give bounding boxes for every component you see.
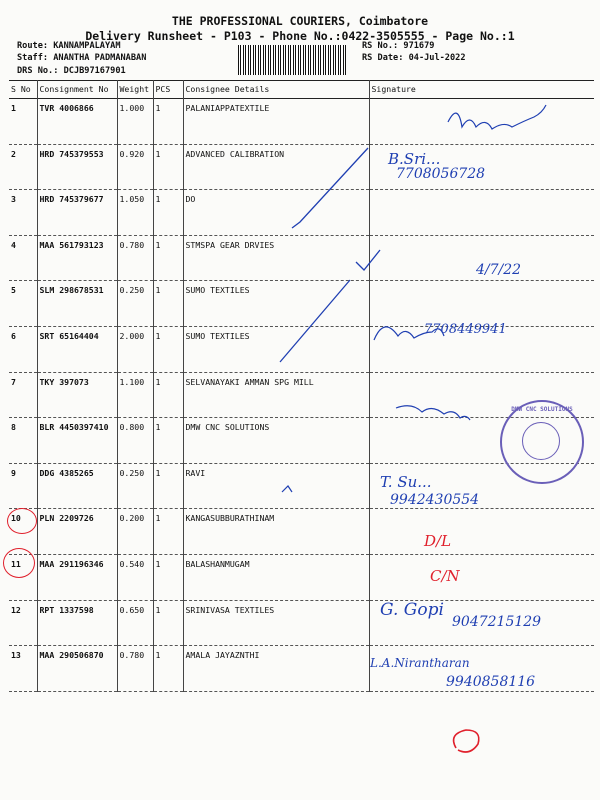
- runsheet-subtitle: Delivery Runsheet - P103 - Phone No.:0422-3505555 - Page No.:1: [85, 29, 515, 43]
- cell-cn: SLM 298678531: [37, 281, 117, 327]
- cell-consignee: DMW CNC SOLUTIONS: [183, 418, 369, 464]
- cell-sno: 7: [11, 376, 16, 387]
- cell-weight: 0.250: [117, 281, 153, 327]
- header-signature: Signature: [369, 81, 594, 99]
- cell-cn: HRD 745379677: [37, 190, 117, 236]
- cell-cn: TKY 397073: [37, 372, 117, 418]
- route-line: Route: KANNAMPALAYAM: [17, 41, 121, 51]
- header-consignment: Consignment No: [37, 81, 117, 99]
- header-pcs: PCS: [153, 81, 183, 99]
- signature-row9-name: T. Su...: [380, 473, 432, 491]
- cell-sno: 11: [11, 558, 21, 569]
- cell-cn: RPT 1337598: [37, 600, 117, 646]
- rs-no-line: RS No.: 971679: [362, 41, 435, 51]
- cell-pcs: 1: [153, 646, 183, 692]
- cell-sno: 2: [11, 148, 16, 159]
- cell-sno: 3: [11, 194, 16, 205]
- signature-row8: [396, 406, 470, 420]
- note-row10: D/L: [424, 532, 452, 550]
- cell-consignee: KANGASUBBURATHINAM: [183, 509, 369, 555]
- cell-pcs: 1: [153, 509, 183, 555]
- cell-weight: 0.650: [117, 600, 153, 646]
- cell-consignee: SUMO TEXTILES: [183, 326, 369, 372]
- cell-pcs: 1: [153, 600, 183, 646]
- cell-sno: 13: [11, 650, 21, 661]
- cell-consignee: STMSPA GEAR DRVIES: [183, 235, 369, 281]
- tick-mark-row4: [356, 250, 380, 270]
- cell-consignee: ADVANCED CALIBRATION: [183, 144, 369, 190]
- cell-pcs: 1: [153, 235, 183, 281]
- cell-pcs: 1: [153, 99, 183, 145]
- cell-sno: 12: [11, 604, 21, 615]
- cell-pcs: 1: [153, 281, 183, 327]
- cell-weight: 0.200: [117, 509, 153, 555]
- drs-line: DRS No.: DCJB97167901: [17, 66, 126, 76]
- mark-row9: [282, 486, 292, 492]
- cell-weight: 1.050: [117, 190, 153, 236]
- red-circle-row10: [7, 508, 37, 534]
- header-sno: S No: [11, 84, 31, 94]
- drs-value: DCJB97167901: [63, 66, 126, 76]
- rs-date-line: RS Date: 04-Jul-2022: [362, 53, 466, 63]
- cell-consignee: SRINIVASA TEXTILES: [183, 600, 369, 646]
- signature-row9-phone: 9942430554: [390, 492, 480, 508]
- cell-cn: TVR 4006866: [37, 99, 117, 145]
- cell-consignee: PALANIAPPATEXTILE: [183, 99, 369, 145]
- cell-sno: 6: [11, 330, 16, 341]
- cell-pcs: 1: [153, 326, 183, 372]
- signature-row1: [448, 105, 546, 129]
- cell-weight: 0.250: [117, 463, 153, 509]
- stamp-text: DMW CNC SOLUTIONS: [511, 406, 573, 413]
- slash-mark: [280, 280, 350, 362]
- staff-value: ANANTHA PADMANABAN: [53, 53, 147, 63]
- cell-consignee: BALASHANMUGAM: [183, 554, 369, 600]
- cell-consignee: AMALA JAYAZNTHI: [183, 646, 369, 692]
- signature-row4-date: 4/7/22: [476, 262, 522, 278]
- cell-cn: BLR 4450397410: [37, 418, 117, 464]
- route-value: KANNAMPALAYAM: [53, 41, 121, 51]
- cell-weight: 0.800: [117, 418, 153, 464]
- company-stamp: [500, 400, 584, 484]
- cell-cn: DDG 4385265: [37, 463, 117, 509]
- cell-pcs: 1: [153, 190, 183, 236]
- cell-sno: 1: [11, 103, 16, 113]
- cell-pcs: 1: [153, 372, 183, 418]
- red-circle-row11: [3, 548, 35, 578]
- cell-sno: 10: [11, 513, 21, 524]
- cell-weight: 1.000: [117, 99, 153, 145]
- cell-weight: 2.000: [117, 326, 153, 372]
- signature-row13-name: L.A.Nirantharan: [370, 656, 470, 670]
- company-title: THE PROFESSIONAL COURIERS, Coimbatore: [171, 14, 429, 28]
- signature-row6-phone: 7708449941: [424, 322, 507, 337]
- cell-consignee: SELVANAYAKI AMMAN SPG MILL: [183, 372, 369, 418]
- signature-row12-phone: 9047215129: [452, 614, 542, 630]
- cell-weight: 0.780: [117, 235, 153, 281]
- note-row11: C/N: [430, 567, 460, 585]
- cell-pcs: 1: [153, 554, 183, 600]
- cell-consignee: RAVI: [183, 463, 369, 509]
- cell-cn: PLN 2209726: [37, 509, 117, 555]
- rs-no-value: 971679: [403, 41, 435, 51]
- staff-line: Staff: ANANTHA PADMANABAN: [17, 53, 147, 63]
- cell-cn: MAA 291196346: [37, 554, 117, 600]
- cell-consignee: DO: [183, 190, 369, 236]
- cell-pcs: 1: [153, 144, 183, 190]
- cell-pcs: 1: [153, 463, 183, 509]
- cell-pcs: 1: [153, 418, 183, 464]
- tick-mark-large: [292, 148, 368, 228]
- header-consignee: Consignee Details: [183, 81, 369, 99]
- signature-row2-phone: 7708056728: [396, 166, 486, 182]
- signature-row2-name: B.Sri...: [388, 150, 441, 168]
- cell-cn: SRT 65164404: [37, 326, 117, 372]
- cell-cn: MAA 290506870: [37, 646, 117, 692]
- cell-sno: 4: [11, 239, 16, 250]
- cell-cn: HRD 745379553: [37, 144, 117, 190]
- cell-consignee: SUMO TEXTILES: [183, 281, 369, 327]
- header-weight: Weight: [117, 81, 153, 99]
- cell-cn: MAA 561793123: [37, 235, 117, 281]
- cell-sno: 8: [11, 422, 16, 433]
- signature-row13-phone: 9940858116: [446, 674, 536, 690]
- cell-sno: 5: [11, 285, 16, 296]
- cell-weight: 0.540: [117, 554, 153, 600]
- rs-date-value: 04-Jul-2022: [408, 53, 466, 63]
- cell-weight: 0.780: [117, 646, 153, 692]
- stamp-inner-ring: [522, 422, 560, 460]
- red-mark-bottom: [454, 730, 479, 752]
- cell-sno: 9: [11, 467, 16, 478]
- signature-row12-name: G. Gopi: [380, 600, 444, 620]
- cell-weight: 0.920: [117, 144, 153, 190]
- cell-weight: 1.100: [117, 372, 153, 418]
